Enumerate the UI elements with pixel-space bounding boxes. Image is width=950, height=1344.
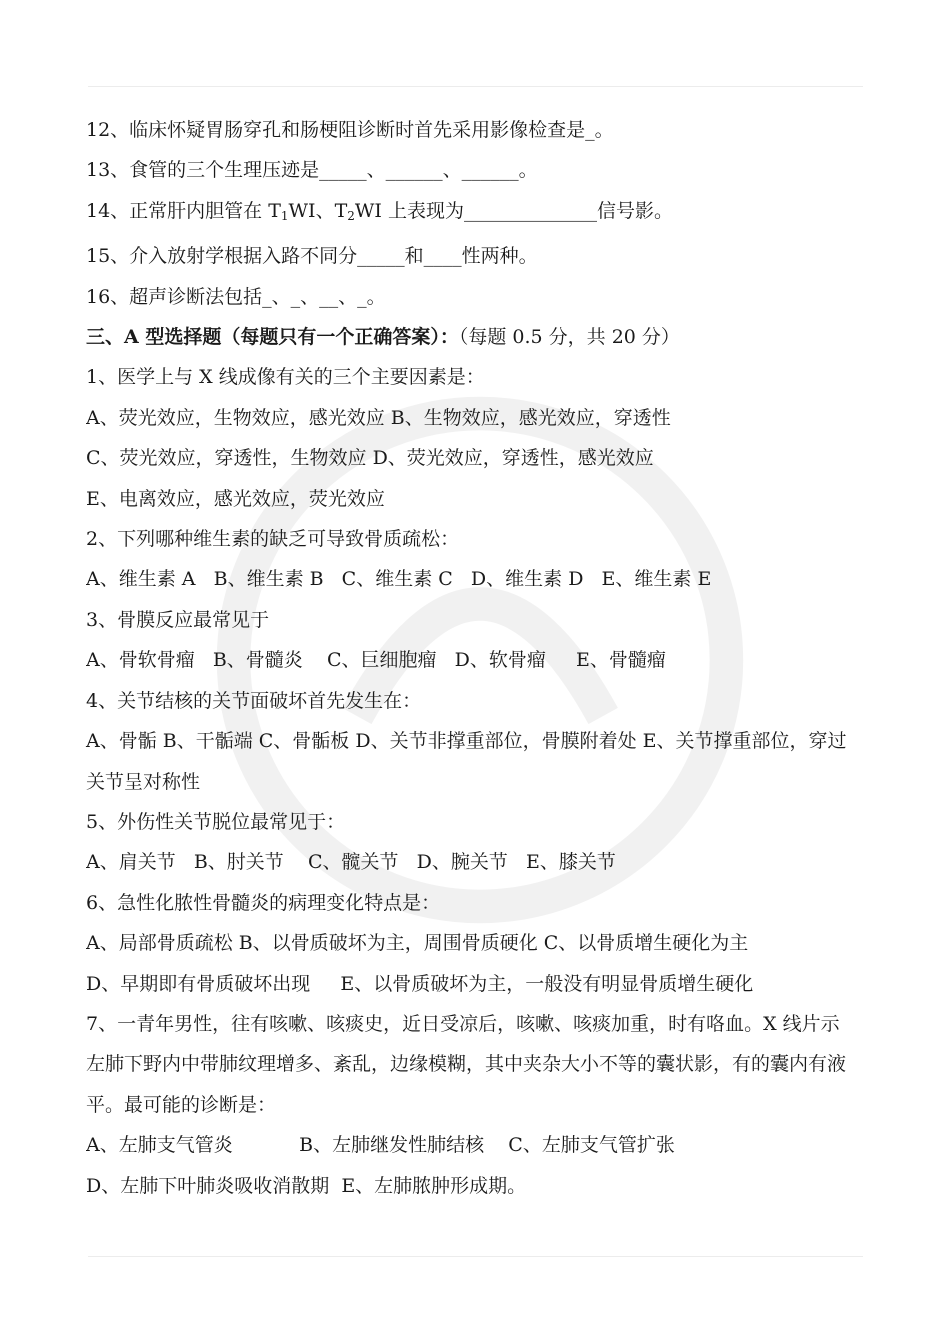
question-3: 3、骨膜反应最常见于 (86, 608, 270, 631)
section-heading: 三、A 型选择题（每题只有一个正确答案）：（每题 0.5 分，共 20 分） (86, 326, 680, 349)
question-2: 2、下列哪种维生素的缺乏可导致骨质疏松： (86, 528, 460, 551)
header-rule (88, 86, 863, 87)
question-5-options: A、肩关节 B、肘关节 C、髋关节 D、腕关节 E、膝关节 (86, 851, 616, 874)
question-1-options-row-2: C、荧光效应，穿透性，生物效应 D、荧光效应，穿透性，感光效应 (86, 447, 654, 470)
fill-blank-15: 15、介入放射学根据入路不同分_____和____性两种。 (86, 245, 538, 268)
question-2-options: A、维生素 A B、维生素 B C、维生素 C D、维生素 D E、维生素 E (86, 568, 712, 591)
question-1: 1、医学上与 X 线成像有关的三个主要因素是： (86, 366, 485, 389)
fill-blank-13: 13、食管的三个生理压迹是_____、______、______。 (86, 159, 538, 182)
fill-blank-16: 16、超声诊断法包括_、_、__、_。 (86, 285, 386, 308)
question-7-options-row-1: A、左肺支气管炎 B、左肺继发性肺结核 C、左肺支气管扩张 (86, 1134, 675, 1157)
question-4: 4、关节结核的关节面破坏首先发生在： (86, 689, 422, 712)
question-3-options: A、骨软骨瘤 B、骨髓炎 C、巨细胞瘤 D、软骨瘤 E、骨髓瘤 (86, 649, 666, 672)
fill-blank-12: 12、临床怀疑胃肠穿孔和肠梗阻诊断时首先采用影像检查是_。 (86, 119, 614, 141)
question-6-options-row-2: D、早期即有骨质破坏出现 E、以骨质破坏为主，一般没有明显骨质增生硬化 (86, 972, 754, 995)
question-1-options-row-3: E、电离效应，感光效应，荧光效应 (86, 487, 385, 510)
footer-rule (88, 1256, 863, 1257)
question-1-options-row-1: A、荧光效应，生物效应，感光效应 B、生物效应，感光效应，穿透性 (86, 406, 671, 429)
question-7-options-row-2: D、左肺下叶肺炎吸收消散期 E、左肺脓肿形成期。 (86, 1174, 527, 1197)
question-6: 6、急性化脓性骨髓炎的病理变化特点是： (86, 891, 441, 914)
document-body (86, 110, 856, 1206)
question-5: 5、外伤性关节脱位最常见于： (86, 810, 346, 833)
question-7: 7、一青年男性，往有咳嗽、咳痰史，近日受凉后，咳嗽、咳痰加重，时有咯血。X 线片示左肺下野内中带肺纹理增多、紊乱，边缘模糊，其中夹杂大小不等的囊状影，有的囊内有液平。最可能的诊断是： (86, 1012, 847, 1116)
question-4-options: A、骨骺 B、干骺端 C、骨骺板 D、关节非撑重部位，骨膜附着处 E、关节撑重部位，穿过关节呈对称性 (86, 730, 847, 793)
question-6-options-row-1: A、局部骨质疏松 B、以骨质破坏为主，周围骨质硬化 C、以骨质增生硬化为主 (86, 932, 749, 955)
fill-blank-14: 14、正常肝内胆管在 $T_1WI$、$T_2WI$ 上表现为______________信号影。 (86, 199, 673, 223)
